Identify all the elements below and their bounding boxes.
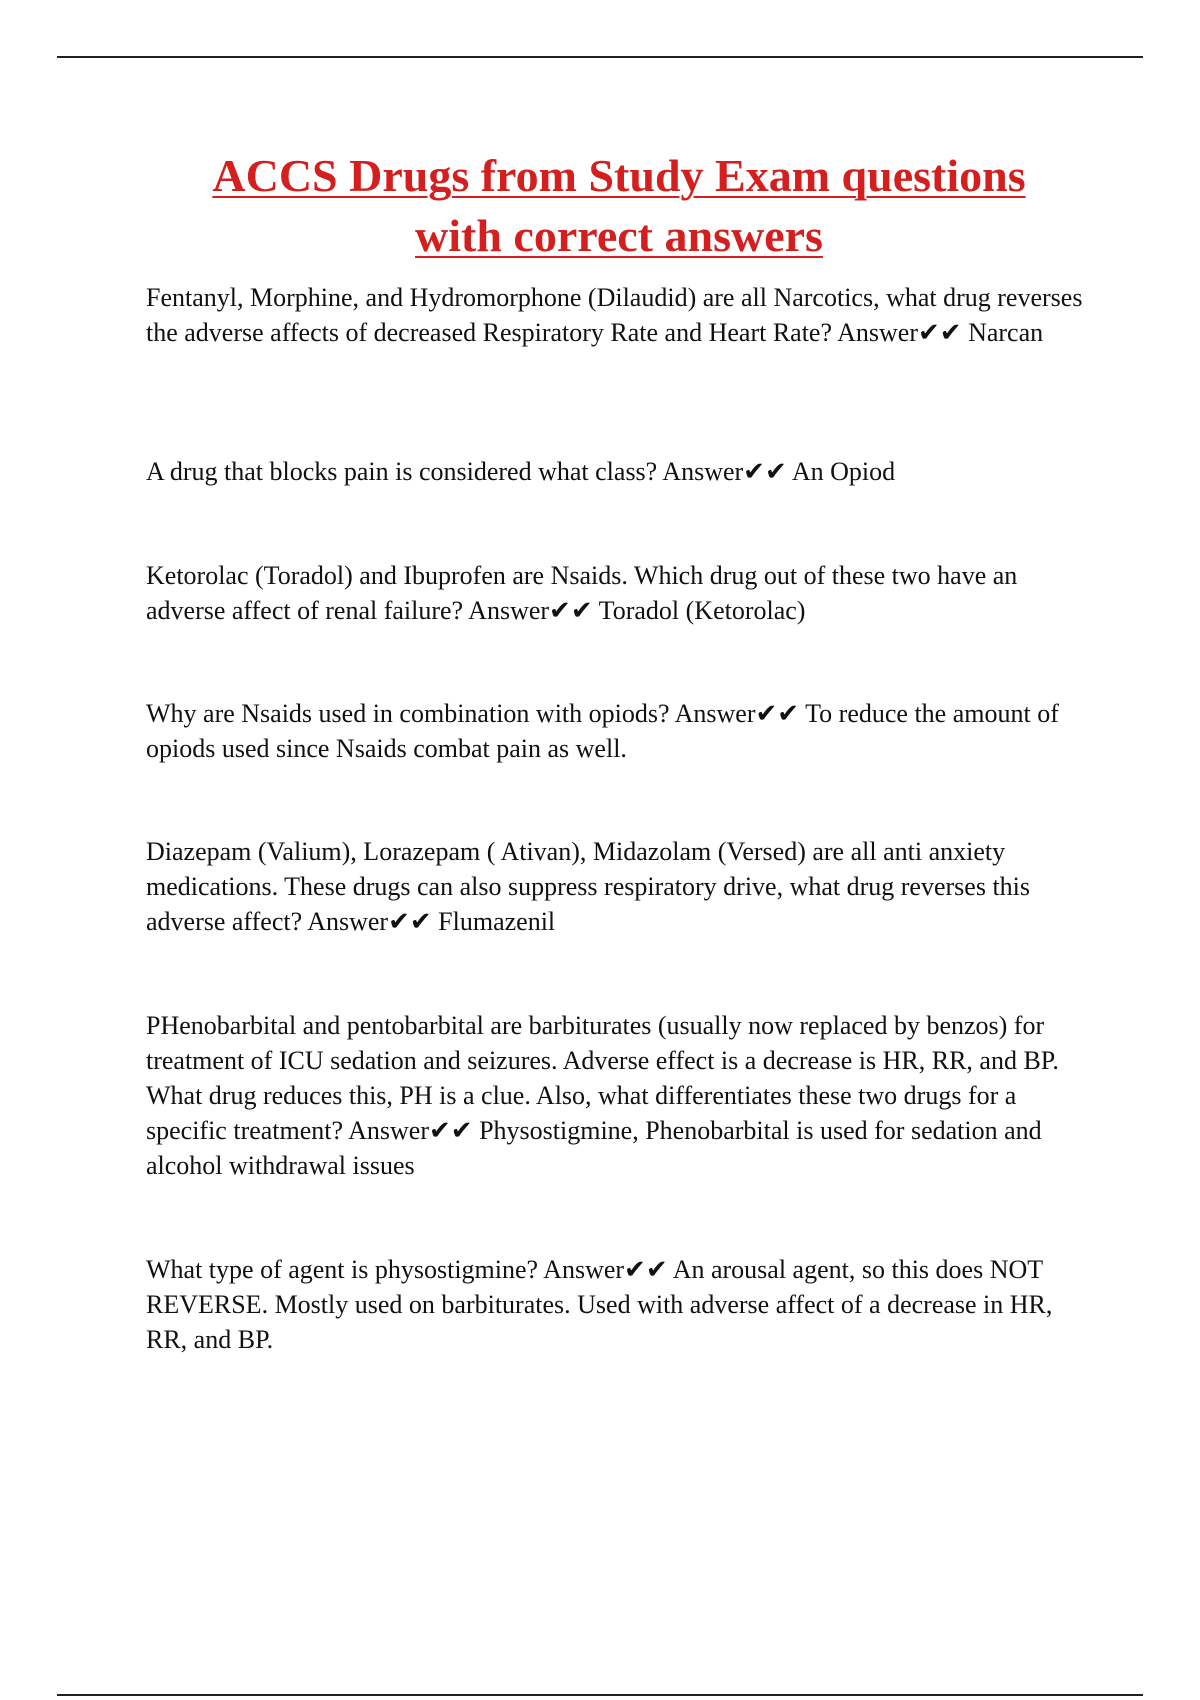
qa-item xyxy=(146,834,1096,939)
answer-label: Answer✔✔ xyxy=(307,907,432,936)
qa-item xyxy=(146,280,1096,350)
answer-label: Answer✔✔ xyxy=(543,1255,668,1284)
question-text: Diazepam (Valium), Lorazepam ( Ativan), Midazolam (Versed) are all anti anxiety medications. These drugs can also suppress respiratory drive, what drug reverses this adverse affect? xyxy=(146,837,1031,936)
question-text: PHenobarbital and pentobarbital are barbiturates (usually now replaced by benzos) for treatment of ICU sedation and seizures. Adverse effect is a decrease is HR, RR, and BP. What drug reduces this, PH is a clue. Also, what differentiates these two drugs for a specific treatment? xyxy=(146,1011,1059,1145)
answer-label: Answer✔✔ xyxy=(674,699,800,728)
answer-label: Answer✔✔ xyxy=(837,318,962,347)
qa-item xyxy=(146,1008,1096,1183)
answer-text: An Opiod xyxy=(791,457,896,486)
question-text: What type of agent is physostigmine? xyxy=(146,1255,539,1284)
title-line-1: ACCS Drugs from Study Exam questions xyxy=(212,150,1026,201)
answer-text: Toradol (Ketorolac) xyxy=(598,596,806,625)
question-text: Fentanyl, Morphine, and Hydromorphone (Dilaudid) are all Narcotics, what drug reverses the adverse affects of decreased Respiratory Rate and Heart Rate? xyxy=(146,283,1083,347)
answer-text: An arousal agent, so this does NOT REVERSE. Mostly used on barbiturates. Used with adverse affect of a decrease in HR, RR, and BP. xyxy=(146,1255,1053,1354)
qa-item xyxy=(146,454,1096,489)
question-text: A drug that blocks pain is considered what class? xyxy=(146,457,658,486)
bottom-divider xyxy=(57,1694,1143,1696)
qa-item xyxy=(146,696,1096,766)
answer-label: Answer✔✔ xyxy=(662,457,787,486)
top-divider xyxy=(57,56,1143,58)
question-text: Ketorolac (Toradol) and Ibuprofen are Nsaids. Which drug out of these two have an adverse affect of renal failure? xyxy=(146,561,1018,625)
qa-item xyxy=(146,558,1096,628)
answer-text: To reduce the amount of opiods used since Nsaids combat pain as well. xyxy=(146,699,1059,763)
qa-item xyxy=(146,1252,1096,1357)
answer-text: Physostigmine, Phenobarbital is used for sedation and alcohol withdrawal issues xyxy=(146,1116,1042,1180)
question-text: Why are Nsaids used in combination with opiods? xyxy=(146,699,670,728)
title-line-2: with correct answers xyxy=(415,210,823,261)
answer-label: Answer✔✔ xyxy=(348,1116,473,1145)
answer-text: Narcan xyxy=(968,318,1044,347)
answer-text: Flumazenil xyxy=(438,907,556,936)
answer-label: Answer✔✔ xyxy=(468,596,593,625)
document-title xyxy=(130,146,1108,266)
